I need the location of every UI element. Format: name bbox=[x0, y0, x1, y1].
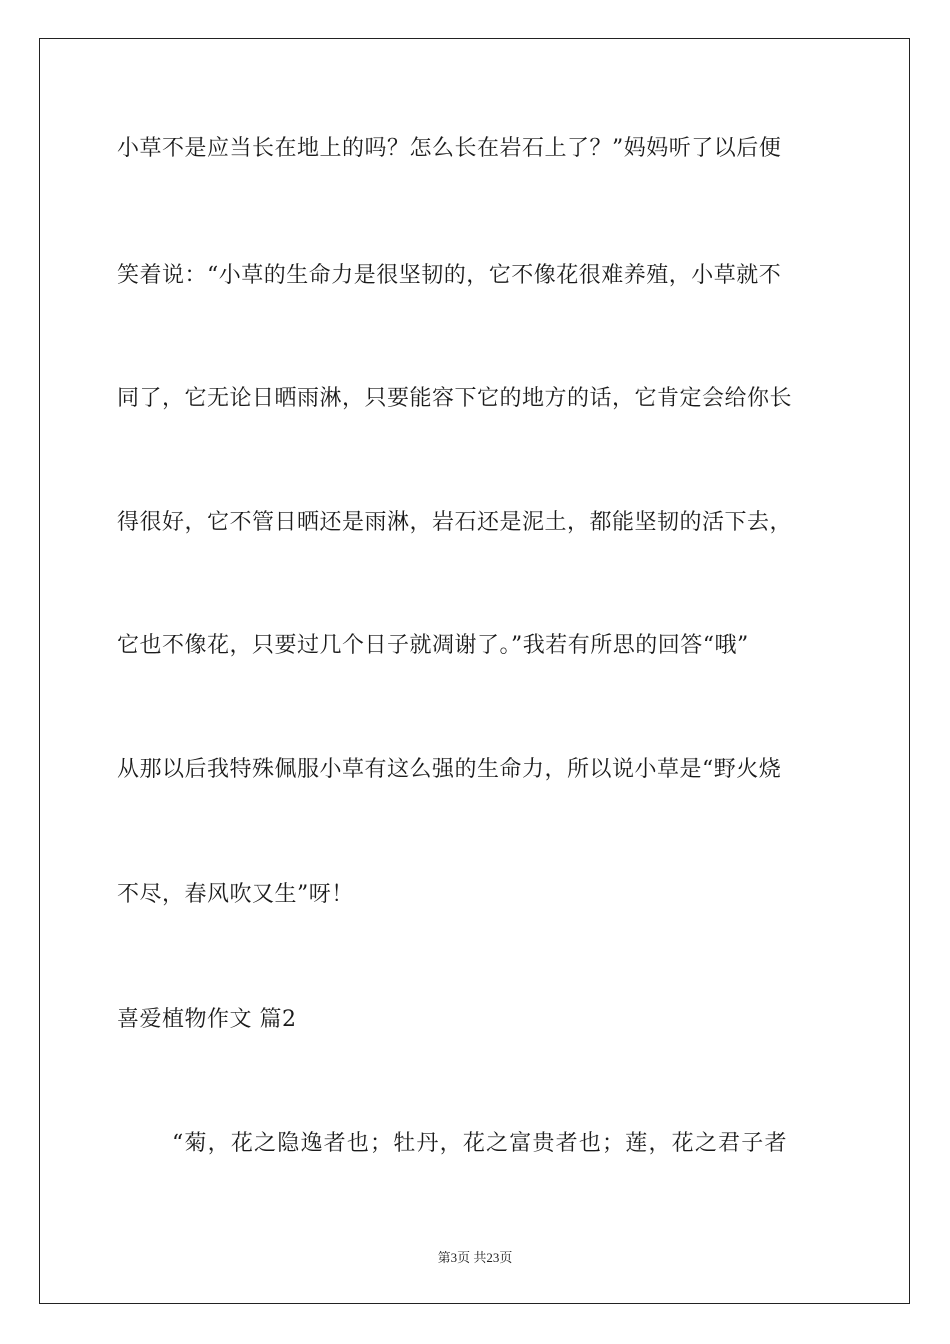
body-text-line: 从那以后我特殊佩服小草有这么强的生命力，所以说小草是“野火烧 bbox=[117, 757, 782, 782]
page-border bbox=[39, 38, 910, 1304]
body-text-line: 笑着说：“小草的生命力是很坚韧的，它不像花很难养殖，小草就不 bbox=[117, 263, 782, 288]
body-text-line: 不尽，春风吹又生”呀！ bbox=[117, 882, 354, 907]
body-text-line: 小草不是应当长在地上的吗？怎么长在岩石上了？”妈妈听了以后便 bbox=[117, 136, 782, 161]
body-text-line: 得很好，它不管日晒还是雨淋，岩石还是泥土，都能坚韧的活下去， bbox=[117, 510, 793, 535]
body-text-line: 同了，它无论日晒雨淋，只要能容下它的地方的话，它肯定会给你长 bbox=[117, 386, 793, 411]
page-number-footer: 第3页 共23页 bbox=[437, 1250, 513, 1265]
paragraph-start-line: “菊，花之隐逸者也；牡丹，花之富贵者也；莲，花之君子者 bbox=[172, 1131, 788, 1156]
body-text-line: 它也不像花，只要过几个日子就凋谢了。”我若有所思的回答“哦” bbox=[117, 633, 749, 658]
section-heading: 喜爱植物作文 篇2 bbox=[117, 1007, 297, 1032]
